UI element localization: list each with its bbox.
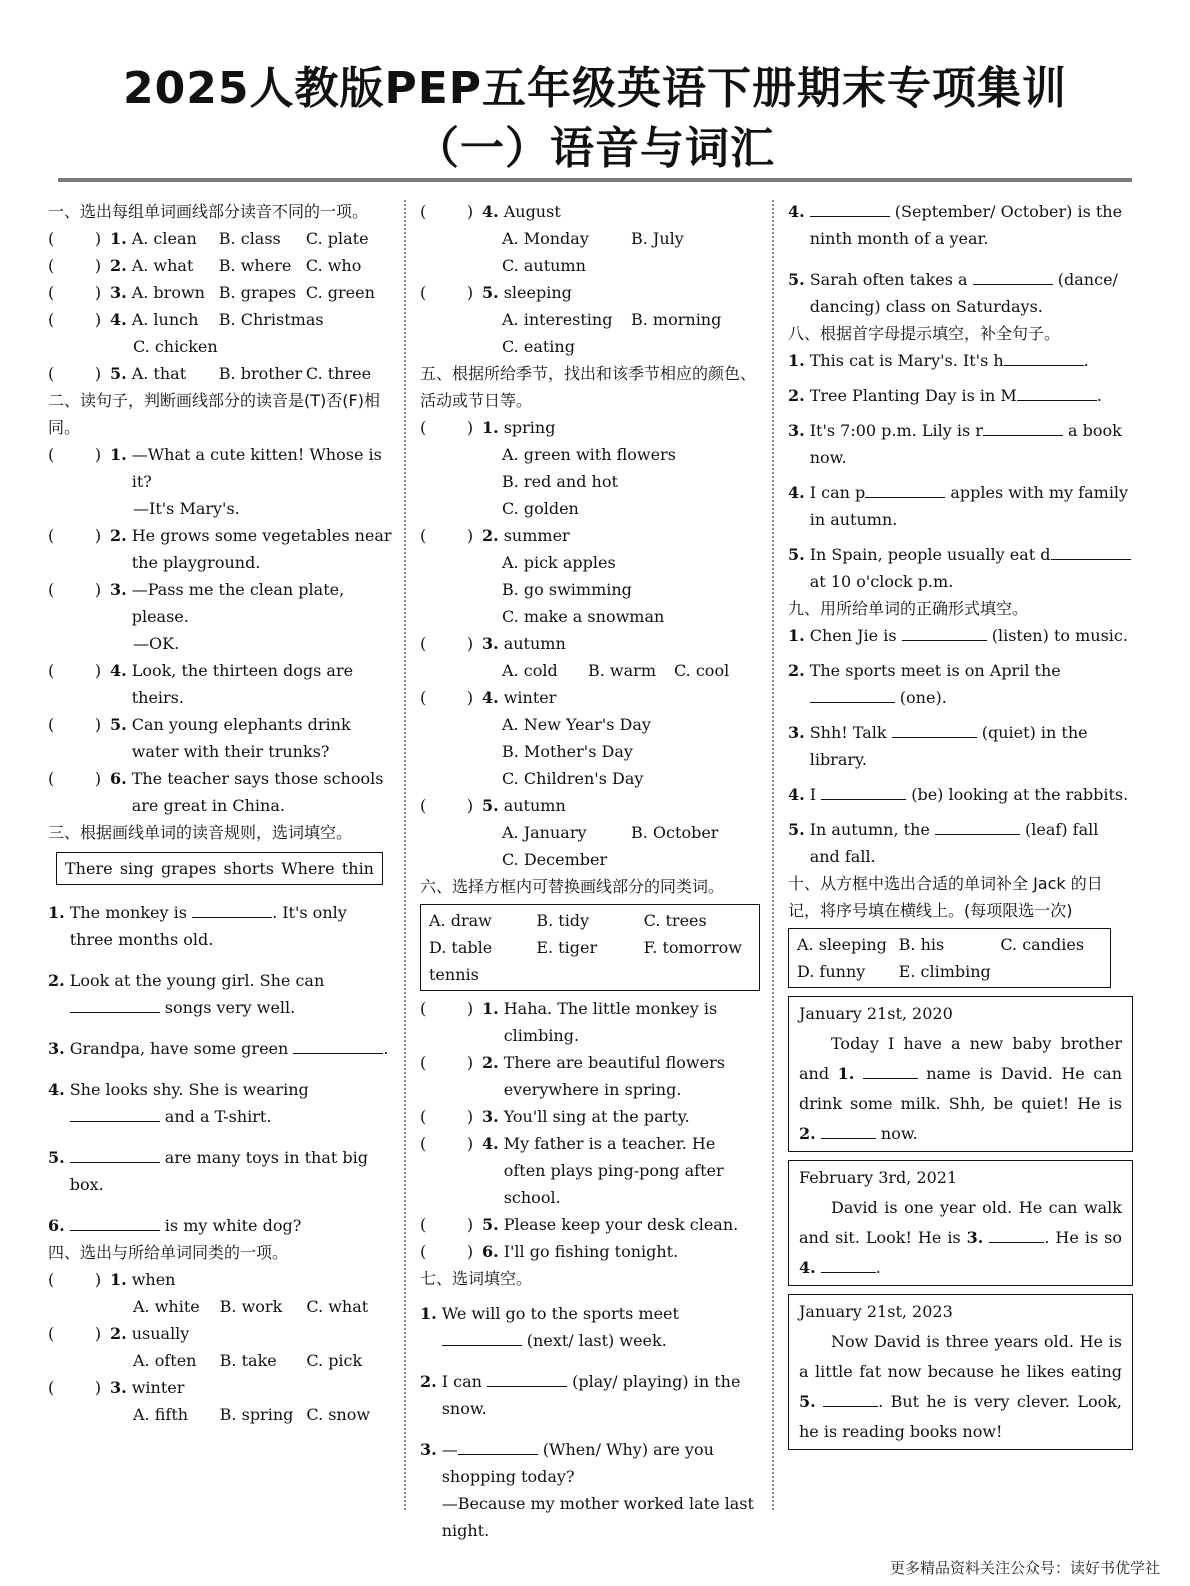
option-b: B. brother <box>218 364 303 383</box>
option-b: B. go swimming <box>502 580 632 599</box>
word-box <box>56 852 383 885</box>
column-2 <box>420 198 760 1544</box>
question-number: 5. <box>788 545 805 564</box>
question-text-2: —OK. <box>133 634 180 653</box>
diary-entry <box>788 1160 1133 1286</box>
option-a: A. white <box>133 1297 200 1316</box>
question-row: ( ) 5. sleeping <box>420 279 760 306</box>
fill-question <box>788 816 1133 870</box>
question-number: 4. <box>788 483 805 502</box>
diary-text: now. <box>880 1124 918 1143</box>
question-text: are many toys in that big box. <box>69 1148 368 1194</box>
option-c: C. who <box>305 256 362 275</box>
diary-date: January 21st, 2023 <box>799 1302 953 1321</box>
question-text: songs very well. <box>164 998 296 1017</box>
option-b: B. work <box>219 1297 283 1316</box>
diary-text: . He is so <box>1044 1228 1123 1247</box>
option-c: C. what <box>306 1297 369 1316</box>
question-text: Sarah often takes a <box>809 270 968 289</box>
answer-blank[interactable] <box>1017 382 1097 401</box>
section-5-heading: 五、根据所给季节，找出和该季节相应的颜色、活动或节日等。 <box>420 364 757 410</box>
options-row <box>420 657 760 684</box>
question-number: 3. <box>482 634 499 653</box>
question-text: There are beautiful flowers everywhere in spring. <box>503 1053 725 1099</box>
question-row: ( ) 5. Please keep your desk clean. <box>420 1211 760 1238</box>
option-a: A. interesting <box>502 310 613 329</box>
fill-question <box>788 382 1133 409</box>
question-number: 2. <box>110 526 127 545</box>
question-text: In autumn, the <box>809 820 930 839</box>
answer-blank[interactable] <box>70 1144 160 1163</box>
diary-text: name is David. He can drink some milk. Shh, be quiet! He is <box>799 1064 1123 1113</box>
question-number: 2. <box>110 1324 127 1343</box>
question-row: ( ) 3. winter <box>48 1374 393 1401</box>
question-text: My father is a teacher. He often plays ping-pong after school. <box>503 1134 724 1207</box>
fill-question <box>48 899 393 953</box>
option-b: B. July <box>631 229 684 248</box>
question-text: Look, the thirteen dogs are theirs. <box>131 661 354 707</box>
question-number: 4. <box>48 1080 65 1099</box>
question-number: 3. <box>788 723 805 742</box>
question-row: ( ) 4. A. lunch B. Christmas <box>48 306 393 333</box>
word-option: shorts <box>223 859 274 878</box>
column-3 <box>788 198 1133 1458</box>
options-row <box>420 225 760 252</box>
diary-text: Today I have a new baby brother and <box>799 1034 1122 1083</box>
diary-entry <box>788 1294 1133 1450</box>
section-3-heading: 三、根据画线单词的读音规则，选词填空。 <box>48 823 353 842</box>
answer-blank[interactable] <box>821 781 906 800</box>
answer-blank[interactable] <box>442 1327 522 1346</box>
question-text: a book now. <box>809 421 1122 467</box>
answer-blank[interactable] <box>810 684 895 703</box>
blank-number: 3. <box>966 1228 984 1247</box>
answer-blank[interactable] <box>821 1254 876 1273</box>
option-c: C. green <box>305 283 375 302</box>
question-text: (dance/ dancing) class on Saturdays. <box>809 270 1118 316</box>
question-text: He grows some vegetables near the playground. <box>131 526 392 572</box>
column-1 <box>48 198 393 1428</box>
blank-number: 4. <box>799 1258 816 1277</box>
option-a: A. green with flowers <box>502 445 676 464</box>
question-number: 3. <box>482 1107 499 1126</box>
question-number: 2. <box>110 256 127 275</box>
question-number: 4. <box>482 1134 499 1153</box>
fill-question <box>788 266 1133 320</box>
answer-blank[interactable] <box>70 1103 160 1122</box>
option-a: A. cold <box>502 661 558 680</box>
question-number: 5. <box>110 364 127 383</box>
question-text: In Spain, people usually eat d <box>809 545 1051 564</box>
section-1-heading: 一、选出每组单词画线部分读音不同的一项。 <box>48 202 369 221</box>
answer-blank[interactable] <box>902 622 987 641</box>
question-text: This cat is Mary's. It's h <box>809 351 1004 370</box>
question-number: 5. <box>788 270 805 289</box>
question-number: 1. <box>788 626 805 645</box>
question-text: . It's only three months old. <box>69 903 347 949</box>
question-text: and a T-shirt. <box>164 1107 272 1126</box>
question-number: 6. <box>110 769 127 788</box>
fill-question <box>788 719 1133 773</box>
question-text: (quiet) in the library. <box>809 723 1088 769</box>
section-2-heading: 二、读句子，判断画线部分的读音是(T)否(F)相同。 <box>48 391 380 437</box>
fill-question <box>788 781 1133 808</box>
question-number: 6. <box>48 1216 65 1235</box>
question-number: 4. <box>110 661 127 680</box>
section-6-heading: 六、选择方框内可替换画线部分的同类词。 <box>420 877 725 896</box>
given-word: usually <box>131 1324 190 1343</box>
question-text: I'll go fishing tonight. <box>503 1242 679 1261</box>
question-number: 5. <box>48 1148 65 1167</box>
question-text: (be) looking at the rabbits. <box>911 785 1129 804</box>
given-word: sleeping <box>503 283 572 302</box>
question-row: ( ) 5. Can young elephants drink water with their trunks? <box>48 711 393 765</box>
question-text: (When/ Why) are you shopping today? <box>441 1440 714 1486</box>
word-option: E. tiger <box>536 938 598 957</box>
question-number: 1. <box>110 229 127 248</box>
question-number: 3. <box>110 580 127 599</box>
question-number: 1. <box>788 351 805 370</box>
question-number: 3. <box>110 1378 127 1397</box>
option-b: B. red and hot <box>502 472 618 491</box>
word-box <box>420 904 760 991</box>
answer-blank[interactable] <box>1004 347 1084 366</box>
question-number: 4. <box>788 785 805 804</box>
question-number: 2. <box>48 971 65 990</box>
column-divider <box>404 200 406 1510</box>
question-text: . <box>1083 351 1089 370</box>
option-c: C. autumn <box>502 256 586 275</box>
question-text: Shh! Talk <box>809 723 887 742</box>
options-row <box>48 1401 393 1428</box>
answer-blank[interactable] <box>863 1060 918 1079</box>
question-number: 3. <box>110 283 127 302</box>
option-b: B. October <box>631 823 719 842</box>
word-option: C. trees <box>643 911 707 930</box>
fill-question <box>420 1300 760 1354</box>
option-b: B. class <box>218 229 281 248</box>
word-option: D. funny <box>797 962 866 981</box>
fill-question <box>48 1212 393 1239</box>
question-number: 3. <box>788 421 805 440</box>
option-c: C. plate <box>305 229 369 248</box>
word-option: B. tidy <box>536 911 590 930</box>
word-option: There <box>65 859 113 878</box>
option-c: C. chicken <box>133 337 218 356</box>
question-text: I can p <box>809 483 866 502</box>
fill-question <box>788 417 1133 471</box>
diary-text: . But he is very clever. Look, he is reading books now! <box>799 1392 1122 1441</box>
diary-text: David is one year old. He can walk and sit. Look! He is <box>799 1198 1122 1247</box>
question-row: ( ) 4. August <box>420 198 760 225</box>
options-row <box>420 306 760 333</box>
question-number: 5. <box>482 796 499 815</box>
question-number: 5. <box>482 283 499 302</box>
question-number: 1. <box>482 999 499 1018</box>
answer-blank[interactable] <box>1051 541 1131 560</box>
question-number: 5. <box>110 715 127 734</box>
options-row <box>48 1347 393 1374</box>
question-row: ( ) 2. A. what B. where C. who <box>48 252 393 279</box>
option-c: C. pick <box>306 1351 363 1370</box>
question-text: You'll sing at the party. <box>503 1107 690 1126</box>
word-box <box>788 928 1111 988</box>
question-number: 4. <box>788 202 805 221</box>
question-text: Tree Planting Day is in M <box>809 386 1017 405</box>
option-b: B. warm <box>588 661 656 680</box>
option-a: A. lunch <box>131 310 199 329</box>
question-number: 6. <box>482 1242 499 1261</box>
option-c: C. cool <box>674 661 730 680</box>
question-text: — <box>441 1440 458 1459</box>
question-text: —Pass me the clean plate, please. <box>131 580 345 626</box>
option-a: A. pick apples <box>502 553 616 572</box>
question-text: (leaf) fall and fall. <box>809 820 1099 866</box>
fill-question <box>788 622 1133 649</box>
given-word: winter <box>131 1378 185 1397</box>
word-option: A. draw <box>429 911 492 930</box>
word-option: Where <box>281 859 335 878</box>
option-c: C. make a snowman <box>502 607 665 626</box>
option-b: B. take <box>219 1351 277 1370</box>
question-row: ( ) 2. He grows some vegetables near the playground. <box>48 522 393 576</box>
option-c: C. golden <box>502 499 579 518</box>
word-option: grapes <box>160 859 217 878</box>
given-word: winter <box>503 688 557 707</box>
option-c: C. snow <box>306 1405 371 1424</box>
question-number: 5. <box>788 820 805 839</box>
section-9-heading: 九、用所给单词的正确形式填空。 <box>788 599 1029 618</box>
question-row: ( ) 1. A. clean B. class C. plate <box>48 225 393 252</box>
fill-question <box>788 198 1133 252</box>
word-option: F. tomorrow <box>643 938 742 957</box>
question-text: is my white dog? <box>164 1216 302 1235</box>
question-text: Grandpa, have some green <box>69 1039 289 1058</box>
question-text: (listen) to music. <box>991 626 1128 645</box>
given-word: spring <box>503 418 556 437</box>
option-a: A. New Year's Day <box>502 715 651 734</box>
question-row: ( ) 1. —What a cute kitten! Whose is it? <box>48 441 393 495</box>
answer-blank[interactable] <box>458 1436 538 1455</box>
question-row: ( ) 4. winter <box>420 684 760 711</box>
answer-blank[interactable] <box>70 1212 160 1231</box>
diary-date: February 3rd, 2021 <box>799 1168 958 1187</box>
question-text: . <box>383 1039 389 1058</box>
fill-question <box>788 657 1133 711</box>
option-b: B. spring <box>219 1405 294 1424</box>
fill-question <box>48 1076 393 1130</box>
question-number: 2. <box>788 386 805 405</box>
answer-blank[interactable] <box>70 994 160 1013</box>
question-text: Chen Jie is <box>809 626 897 645</box>
option-a: A. January <box>502 823 587 842</box>
option-a: A. Monday <box>502 229 589 248</box>
word-option: thin <box>341 859 374 878</box>
question-text: . <box>1096 386 1102 405</box>
question-row: ( ) 1. Haha. The little monkey is climbing. <box>420 995 760 1049</box>
option-a: A. clean <box>131 229 197 248</box>
question-number: 3. <box>420 1440 437 1459</box>
option-a: A. what <box>131 256 194 275</box>
blank-number: 5. <box>799 1392 816 1411</box>
question-row: ( ) 6. I'll go fishing tonight. <box>420 1238 760 1265</box>
blank-number: 2. <box>799 1124 816 1143</box>
question-number: 1. <box>110 445 127 464</box>
option-a: A. often <box>133 1351 197 1370</box>
answer-blank[interactable] <box>192 899 272 918</box>
question-number: 1. <box>48 903 65 922</box>
answer-blank[interactable] <box>973 266 1053 285</box>
question-row: ( ) 4. My father is a teacher. He often plays ping-pong after school. <box>420 1130 760 1211</box>
question-text: It's 7:00 p.m. Lily is r <box>809 421 983 440</box>
given-word: summer <box>503 526 570 545</box>
title-line-1: 2025人教版PEP五年级英语下册期末专项集训 <box>122 63 1067 114</box>
option-b: B. Christmas <box>218 310 324 329</box>
option-a: A. fifth <box>133 1405 189 1424</box>
given-word: autumn <box>503 634 566 653</box>
section-7-heading: 七、选词填空。 <box>420 1269 533 1288</box>
word-option <box>1000 958 1102 985</box>
question-text: (September/ October) is the ninth month of a year. <box>809 202 1123 248</box>
diary-date: January 21st, 2020 <box>799 1004 953 1023</box>
question-row: ( ) 5. autumn <box>420 792 760 819</box>
question-number: 2. <box>482 1053 499 1072</box>
question-text: (next/ last) week. <box>526 1331 667 1350</box>
diary-text: Now David is three years old. He is a little fat now because he likes eating <box>799 1332 1122 1381</box>
option-a: A. that <box>131 364 187 383</box>
section-8-heading: 八、根据首字母提示填空，补全句子。 <box>788 324 1061 343</box>
answer-blank[interactable] <box>935 816 1020 835</box>
answer-blank[interactable] <box>821 1120 876 1139</box>
answer-blank[interactable] <box>983 417 1063 436</box>
question-text: I <box>809 785 817 804</box>
answer-blank[interactable] <box>293 1035 383 1054</box>
given-word: when <box>131 1270 176 1289</box>
option-b: B. grapes <box>218 283 297 302</box>
option-b: B. morning <box>631 310 722 329</box>
question-text: The monkey is <box>69 903 187 922</box>
question-number: 3. <box>48 1039 65 1058</box>
question-row: ( ) 2. There are beautiful flowers everywhere in spring. <box>420 1049 760 1103</box>
answer-blank[interactable] <box>892 719 977 738</box>
question-text: at 10 o'clock p.m. <box>809 572 954 591</box>
word-option: C. candies <box>1000 935 1085 954</box>
question-text: (one). <box>899 688 947 707</box>
question-row: ( ) 1. spring <box>420 414 760 441</box>
option-b: B. Mother's Day <box>502 742 633 761</box>
question-number: 1. <box>482 418 499 437</box>
option-c: C. December <box>502 850 608 869</box>
fill-question <box>788 479 1133 533</box>
question-row: ( ) 2. usually <box>48 1320 393 1347</box>
question-row: ( ) 4. Look, the thirteen dogs are theirs. <box>48 657 393 711</box>
question-text: —What a cute kitten! Whose is it? <box>131 445 382 491</box>
question-number: 1. <box>420 1304 437 1323</box>
answer-blank[interactable] <box>823 1388 878 1407</box>
options-row <box>48 1293 393 1320</box>
word-option: B. his <box>898 935 945 954</box>
title-rule <box>58 178 1132 182</box>
question-number: 2. <box>420 1372 437 1391</box>
word-option: D. table tennis <box>429 938 493 984</box>
fill-question <box>420 1436 760 1544</box>
fill-question <box>48 1035 393 1062</box>
column-divider <box>772 200 774 1510</box>
answer-blank[interactable] <box>989 1224 1044 1243</box>
question-text: Look at the young girl. She can <box>69 971 325 990</box>
diary-text: . <box>875 1258 881 1277</box>
word-option: E. climbing <box>898 962 991 981</box>
title-line-2: （一）语音与词汇 <box>415 123 775 174</box>
answer-blank[interactable] <box>810 198 890 217</box>
question-text: Can young elephants drink water with their trunks? <box>131 715 351 761</box>
footer-note: 更多精品资料关注公众号：读好书优学社 <box>889 1559 1160 1577</box>
given-word: autumn <box>503 796 566 815</box>
question-text: We will go to the sports meet <box>441 1304 679 1323</box>
question-row: ( ) 3. You'll sing at the party. <box>420 1103 760 1130</box>
question-number: 2. <box>788 661 805 680</box>
option-a: A. brown <box>131 283 205 302</box>
fill-question <box>788 541 1133 595</box>
question-number: 1. <box>110 1270 127 1289</box>
word-option: A. sleeping <box>797 935 887 954</box>
fill-question <box>420 1368 760 1422</box>
options-row <box>420 819 760 846</box>
question-number: 4. <box>482 202 499 221</box>
question-text: I can <box>441 1372 482 1391</box>
question-number: 4. <box>110 310 127 329</box>
question-text: apples with my family in autumn. <box>809 483 1129 529</box>
question-text: The sports meet is on April the <box>809 661 1061 680</box>
question-number: 5. <box>482 1215 499 1234</box>
fill-question <box>48 967 393 1021</box>
question-row: ( ) 6. The teacher says those schools are great in China. <box>48 765 393 819</box>
question-number: 2. <box>482 526 499 545</box>
question-number: 4. <box>482 688 499 707</box>
section-10-heading: 十、从方框中选出合适的单词补全 Jack 的日记，将序号填在横线上。(每项限选一次) <box>788 874 1103 920</box>
option-c: C. Children's Day <box>502 769 644 788</box>
fill-question <box>48 1144 393 1198</box>
option-c: C. eating <box>502 337 575 356</box>
question-row: ( ) 3. autumn <box>420 630 760 657</box>
diary-entry <box>788 996 1133 1152</box>
answer-blank[interactable] <box>487 1368 567 1387</box>
blank-number: 1. <box>837 1064 855 1083</box>
question-row: ( ) 3. —Pass me the clean plate, please. <box>48 576 393 630</box>
answer-blank[interactable] <box>865 479 945 498</box>
question-row: ( ) 3. A. brown B. grapes C. green <box>48 279 393 306</box>
question-text: Please keep your desk clean. <box>503 1215 739 1234</box>
option-c: C. three <box>305 364 372 383</box>
question-text-2: —It's Mary's. <box>133 499 240 518</box>
question-row: ( ) 5. A. that B. brother C. three <box>48 360 393 387</box>
question-text: —Because my mother worked late last night. <box>441 1494 754 1540</box>
fill-question <box>788 347 1133 374</box>
option-b: B. where <box>218 256 292 275</box>
question-text: The teacher says those schools are great in China. <box>131 769 384 815</box>
question-text: She looks shy. She is wearing <box>69 1080 309 1099</box>
word-option: sing <box>119 859 154 878</box>
given-word: August <box>503 202 561 221</box>
question-text: Haha. The little monkey is climbing. <box>503 999 718 1045</box>
question-row: ( ) 1. when <box>48 1266 393 1293</box>
section-4-heading: 四、选出与所给单词同类的一项。 <box>48 1243 289 1262</box>
question-text: (play/ playing) in the snow. <box>441 1372 741 1418</box>
question-row: ( ) 2. summer <box>420 522 760 549</box>
